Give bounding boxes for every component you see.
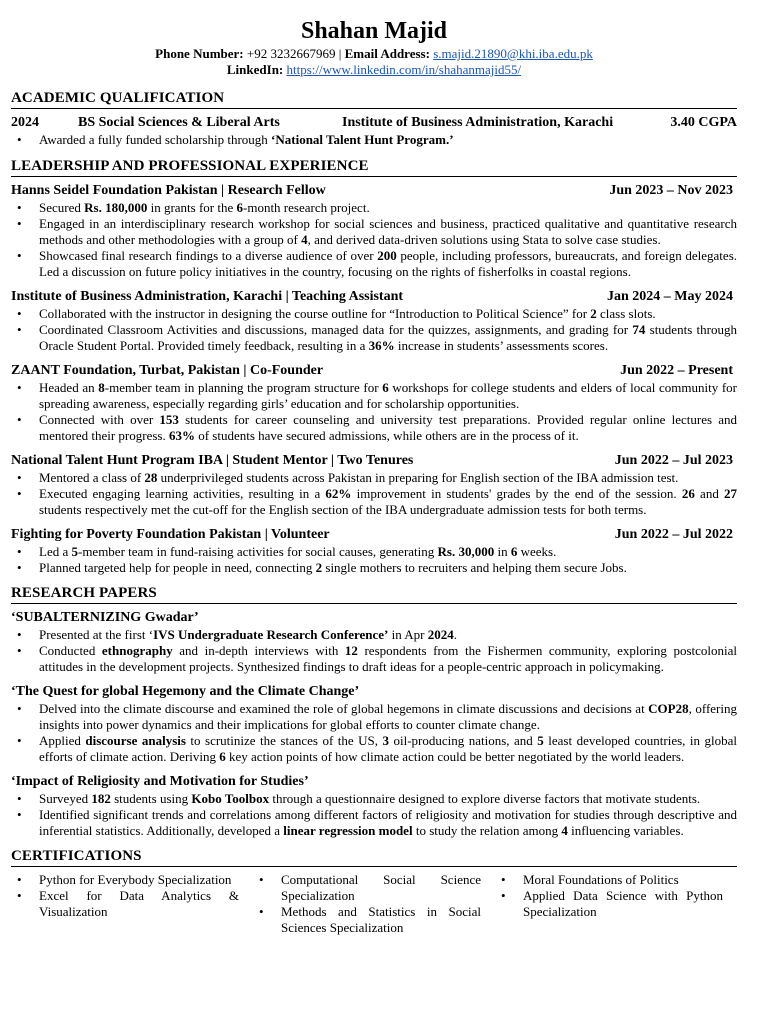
- experience-entry: [11, 526, 737, 576]
- research-entry: [11, 773, 737, 839]
- bullet-list: [11, 701, 737, 765]
- bullet-text: , and derived data-driven solutions using Stata to solve case studies.: [307, 232, 661, 247]
- bullet-text: people, including professors, bureaucrats, and foreign delegates. Led a discussion on future policy initiatives in the country, focusing on the rights of fisherfolks in coastal regions.: [39, 248, 738, 279]
- experience-header: [11, 288, 737, 306]
- bullet-list: [11, 544, 737, 576]
- certification-item: • Computational Social Science Specialization: [253, 872, 495, 904]
- bullet-bold: COP28: [648, 701, 689, 716]
- bullet-bold: 27: [724, 486, 738, 501]
- bullet-text: , offering insights into power dynamics and their implications for global efforts to counter climate change.: [39, 701, 737, 732]
- bullet-list: [11, 306, 737, 354]
- bullet-list: [11, 380, 737, 444]
- bullet-bold: 62%: [325, 486, 352, 501]
- list-item: [11, 306, 737, 322]
- certification-item: • Python for Everybody Specialization: [11, 872, 253, 888]
- list-item: [11, 132, 737, 148]
- bullet-text: students for career counseling and university test preparations. Provided regular online lectures and mentored their progress.: [39, 412, 737, 443]
- bullet-text: increase in students’ assessments scores.: [394, 338, 609, 353]
- linkedin-link[interactable]: https://www.linkedin.com/in/shahanmajid55/: [286, 62, 522, 77]
- bullet-text: .: [453, 627, 457, 642]
- bullet-text: Connected with over: [39, 412, 160, 427]
- bullet-text: Executed engaging learning activities, resulting in a: [39, 486, 326, 501]
- bullet-bold: Rs. 30,000: [437, 544, 495, 559]
- experience-date: Jun 2022 – Present: [620, 363, 733, 378]
- bullet-bold: 2024: [427, 627, 454, 642]
- bullet-bold: 5: [71, 544, 78, 559]
- email-link[interactable]: s.majid.21890@khi.iba.edu.pk: [433, 46, 593, 61]
- bullet-bold: 200: [377, 248, 397, 263]
- list-item: [11, 791, 737, 807]
- bullet-bold: 6: [510, 544, 518, 559]
- bullet-text: students using: [110, 791, 192, 806]
- list-item: [11, 701, 737, 733]
- bullet-bold: 8: [98, 380, 105, 395]
- experience-entry: [11, 452, 737, 518]
- bullet-text: Secured: [39, 200, 85, 215]
- experience-title: Institute of Business Administration, Karachi | Teaching Assistant: [11, 289, 404, 304]
- list-item: [11, 733, 737, 765]
- academic-row: [11, 114, 737, 132]
- section-certifications: CERTIFICATIONS: [11, 847, 737, 867]
- linkedin-label: LinkedIn:: [226, 62, 284, 77]
- bullet-text: Engaged in an interdisciplinary research workshop for social sciences and business, practiced qualitative and quantitative research methods and other methodologies with a group of: [39, 216, 737, 247]
- bullet-text: single mothers to recruiters and helping them secure Jobs.: [322, 560, 627, 575]
- bullet-bold: ethnography: [101, 643, 173, 658]
- bullet-text: Awarded a fully funded scholarship through: [39, 132, 272, 147]
- research-entry: [11, 609, 737, 675]
- certifications-column: [495, 872, 737, 936]
- certification-item: • Excel for Data Analytics & Visualization: [11, 888, 253, 920]
- experience-list: [11, 182, 737, 576]
- resume-page: [11, 14, 737, 936]
- bullet-text: improvement in students' grades by the end of the session.: [351, 486, 682, 501]
- bullet-bold: 4: [301, 232, 308, 247]
- bullet-bold: 2: [590, 306, 597, 321]
- contact-line: [11, 46, 737, 62]
- bullet-text: Conducted: [39, 643, 102, 658]
- bullet-bold: 3: [382, 733, 389, 748]
- experience-date: Jun 2022 – Jul 2022: [614, 527, 733, 542]
- phone-label: Phone Number:: [155, 46, 244, 61]
- academic-institute: Institute of Business Administration, Karachi: [342, 115, 614, 130]
- list-item: [11, 248, 737, 280]
- list-item: [11, 486, 737, 518]
- certifications-grid: [11, 872, 737, 936]
- experience-header: [11, 362, 737, 380]
- bullet-text: to scrutinize the stances of the US,: [185, 733, 383, 748]
- bullet-text: Planned targeted help for people in need, connecting: [39, 560, 316, 575]
- bullet-bold: 2: [315, 560, 323, 575]
- academic-bullets: [11, 132, 737, 148]
- experience-date: Jun 2023 – Nov 2023: [609, 183, 733, 198]
- bullet-text: Mentored a class of: [39, 470, 145, 485]
- experience-title: National Talent Hunt Program IBA | Student Mentor | Two Tenures: [11, 453, 414, 468]
- bullet-bold: 182: [91, 791, 111, 806]
- bullet-text: of students have secured admissions, while others are in the process of it.: [194, 428, 579, 443]
- bullet-text: through a questionnaire designed to explore diverse factors that motivate students.: [269, 791, 701, 806]
- section-academic: ACADEMIC QUALIFICATION: [11, 89, 737, 109]
- experience-entry: [11, 288, 737, 354]
- bullet-text: Delved into the climate discourse and examined the role of global hegemons in climate discussions and decisions at: [39, 701, 649, 716]
- bullet-bold: Rs. 180,000: [84, 200, 148, 215]
- list-item: [11, 200, 737, 216]
- academic-year: 2024: [11, 115, 39, 130]
- bullet-text: -member team in fund-raising activities for social causes, generating: [77, 544, 438, 559]
- email-label: Email Address:: [344, 46, 430, 61]
- candidate-name: Shahan Majid: [300, 18, 448, 44]
- bullet-list: [11, 627, 737, 675]
- bullet-text: in: [494, 544, 511, 559]
- bullet-bold: 6: [382, 380, 389, 395]
- bullet-text: Headed an: [39, 380, 99, 395]
- list-item: [11, 216, 737, 248]
- list-item: [11, 627, 737, 643]
- certifications-column: [11, 872, 253, 936]
- bullet-bold: ‘National Talent Hunt Program.’: [271, 132, 454, 147]
- bullet-text: in Apr: [388, 627, 428, 642]
- bullet-bold: 36%: [368, 338, 395, 353]
- bullet-bold: 153: [159, 412, 179, 427]
- bullet-text: students respectively met the cut-off for the English section of the IBA undergraduate admission tests for both terms.: [39, 502, 647, 517]
- bullet-bold: 12: [344, 643, 358, 658]
- bullet-bold: linear regression model: [283, 823, 413, 838]
- bullet-bold: IVS Undergraduate Research Conference’: [153, 627, 389, 642]
- bullet-list: [11, 470, 737, 518]
- research-title: ‘Impact of Religiosity and Motivation for Studies’: [11, 774, 309, 789]
- phone-number: +92 3232667969: [246, 46, 336, 61]
- certifications-column: [253, 872, 495, 936]
- linkedin-line: [11, 62, 737, 78]
- bullet-text: students through Oracle Student Portal. Provided timely feedback, resulting in a: [39, 322, 737, 353]
- bullet-text: Collaborated with the instructor in designing the course outline for “Introduction to Political Science” for: [39, 306, 591, 321]
- bullet-text: respondents from the Fishermen community, exploring postcolonial attitudes in the development projects. Synthesized findings to draft ideas for a people-centric approach in policymaking.: [39, 643, 738, 674]
- experience-date: Jun 2022 – Jul 2023: [614, 453, 733, 468]
- experience-title: Fighting for Poverty Foundation Pakistan | Volunteer: [11, 527, 330, 542]
- list-item: [11, 470, 737, 486]
- separator: |: [338, 46, 342, 61]
- bullet-text: and: [694, 486, 725, 501]
- experience-title: Hanns Seidel Foundation Pakistan | Research Fellow: [11, 183, 326, 198]
- bullet-text: Applied: [39, 733, 86, 748]
- certification-item: • Methods and Statistics in Social Sciences Specialization: [253, 904, 495, 936]
- academic-gpa: 3.40 CGPA: [670, 115, 737, 130]
- bullet-text: key action points of how climate action could be better negotiated by the world leaders.: [225, 749, 685, 764]
- list-item: [11, 807, 737, 839]
- bullet-bold: 26: [681, 486, 695, 501]
- bullet-bold: 74: [632, 322, 646, 337]
- experience-header: [11, 182, 737, 200]
- bullet-text: Presented at the first ‘: [39, 627, 154, 642]
- bullet-text: Identified significant trends and correlations among different factors of religiosity and motivation for studies through descriptive and inferential statistics. Additionally, developed a: [39, 807, 737, 838]
- experience-header: [11, 526, 737, 544]
- bullet-text: -month research project.: [243, 200, 370, 215]
- bullet-list: [11, 200, 737, 280]
- section-research: RESEARCH PAPERS: [11, 584, 737, 604]
- bullet-bold: 4: [561, 823, 568, 838]
- certification-item: • Moral Foundations of Politics: [495, 872, 737, 888]
- list-item: [11, 560, 737, 576]
- bullet-bold: 6: [219, 749, 226, 764]
- bullet-bold: 6: [236, 200, 243, 215]
- research-list: [11, 609, 737, 839]
- bullet-text: -member team in planning the program structure for: [104, 380, 383, 395]
- bullet-text: class slots.: [596, 306, 656, 321]
- bullet-text: oil-producing nations, and: [389, 733, 538, 748]
- bullet-text: in grants for the: [147, 200, 237, 215]
- list-item: [11, 412, 737, 444]
- list-item: [11, 643, 737, 675]
- bullet-bold: 5: [537, 733, 544, 748]
- bullet-list: [11, 791, 737, 839]
- experience-title: ZAANT Foundation, Turbat, Pakistan | Co-Founder: [11, 363, 324, 378]
- bullet-text: influencing variables.: [567, 823, 684, 838]
- experience-date: Jan 2024 – May 2024: [607, 289, 733, 304]
- bullet-text: Led a: [39, 544, 72, 559]
- list-item: [11, 322, 737, 354]
- bullet-text: workshops for college students and elders of local community for spreading awareness, especially regarding girls’ education and for scholarship opportunities.: [39, 380, 737, 411]
- bullet-text: underprivileged students across Pakistan in preparing for English section of the IBA admission test.: [157, 470, 679, 485]
- experience-header: [11, 452, 737, 470]
- experience-entry: [11, 182, 737, 280]
- research-title: ‘SUBALTERNIZING Gwadar’: [11, 610, 199, 625]
- section-leadership: LEADERSHIP AND PROFESSIONAL EXPERIENCE: [11, 157, 737, 177]
- bullet-bold: 28: [144, 470, 158, 485]
- bullet-bold: discourse analysis: [85, 733, 186, 748]
- bullet-text: least developed countries, in global efforts of climate action. Deriving: [39, 733, 737, 764]
- research-entry: [11, 683, 737, 765]
- academic-degree: BS Social Sciences & Liberal Arts: [78, 115, 280, 130]
- list-item: [11, 544, 737, 560]
- bullet-text: weeks.: [517, 544, 557, 559]
- bullet-text: Surveyed: [39, 791, 92, 806]
- experience-entry: [11, 362, 737, 444]
- bullet-text: to study the relation among: [412, 823, 562, 838]
- certification-item: • Applied Data Science with Python Specialization: [495, 888, 737, 920]
- bullet-text: Showcased final research findings to a diverse audience of over: [39, 248, 378, 263]
- bullet-text: Coordinated Classroom Activities and discussions, managed data for the quizzes, assignments, and grading for: [39, 322, 633, 337]
- research-title: ‘The Quest for global Hegemony and the Climate Change’: [11, 684, 360, 699]
- bullet-bold: Kobo Toolbox: [191, 791, 270, 806]
- bullet-bold: 63%: [168, 428, 195, 443]
- list-item: [11, 380, 737, 412]
- bullet-text: and in-depth interviews with: [172, 643, 345, 658]
